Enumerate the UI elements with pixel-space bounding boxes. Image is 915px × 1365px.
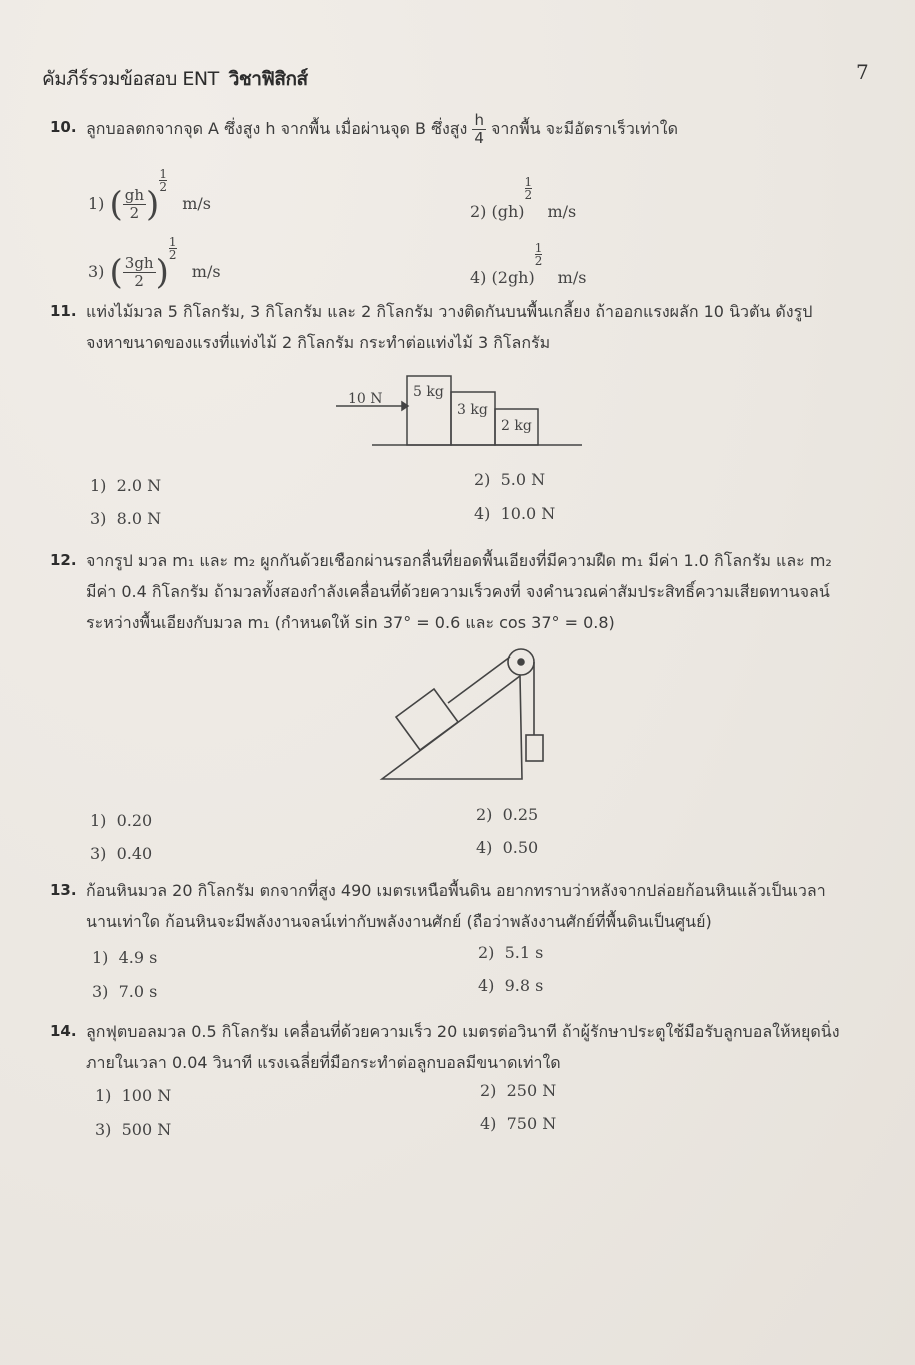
mass-m2 [526, 735, 543, 761]
option-2[interactable] [480, 1081, 556, 1100]
blocks-figure [330, 370, 590, 452]
exp-den: 2 [534, 254, 543, 268]
exp-num: 1 [159, 167, 167, 181]
option-4[interactable] [480, 1114, 556, 1133]
option-1[interactable] [95, 1086, 171, 1105]
exp-num: 1 [168, 235, 177, 249]
option-base: (gh) [491, 202, 525, 221]
unit: m/s [557, 268, 587, 287]
option-4[interactable] [474, 504, 555, 523]
question-line: มีค่า 0.4 กิโลกรัม ถ้ามวลทั้งสองกำลังเคลื่อนที่ด้วยความเร็วคงที่ จงคำนวณค่าสัมประสิทธิ์ความเสียดทานจลน์ [86, 582, 830, 601]
question-line: ภายในเวลา 0.04 วินาที แรงเฉลี่ยที่มือกระทำต่อลูกบอลมีขนาดเท่าใด [86, 1053, 561, 1072]
book-title: คัมภีร์รวมข้อสอบ ENT [42, 68, 219, 90]
option-label: 2) [476, 805, 493, 824]
option-4[interactable] [476, 838, 538, 857]
option-3[interactable] [90, 844, 152, 863]
option-value: 9.8 s [504, 976, 544, 995]
fraction-h-over-4 [472, 112, 486, 147]
question-line: ก้อนหินมวล 20 กิโลกรัม ตกจากที่สูง 490 เมตรเหนือพื้นดิน อยากทราบว่าหลังจากปล่อยก้อนหินแล้วเป็นเวลา [86, 881, 826, 900]
option-value: 0.20 [116, 811, 153, 830]
option-4[interactable] [470, 242, 586, 287]
exp-den: 2 [168, 248, 177, 262]
option-value: 5.0 N [500, 470, 546, 489]
option-fraction [123, 187, 146, 222]
unit: m/s [547, 202, 577, 221]
question-text-part: จากพื้น จะมีอัตราเร็วเท่าใด [491, 119, 679, 138]
question-text [86, 875, 886, 937]
option-label: 2) [480, 1081, 497, 1100]
option-value: 0.25 [502, 805, 539, 824]
option-3[interactable] [92, 982, 157, 1001]
incline-pulley-figure [370, 640, 570, 790]
option-label: 3) [95, 1120, 112, 1139]
option-label: 2) [478, 943, 495, 962]
question-13 [50, 875, 886, 937]
question-text [86, 296, 886, 358]
exp-den: 2 [524, 188, 533, 202]
question-line: จากรูป มวล m₁ และ m₂ ผูกกันด้วยเชือกผ่านรอกลื่นที่ยอดพื้นเอียงที่มีความฝืด m₁ มีค่า 1.0 กิโลกรัม และ m₂ [86, 551, 832, 570]
option-label: 1) [88, 194, 105, 213]
option-label: 4) [476, 838, 493, 857]
option-value: 7.0 s [118, 982, 158, 1001]
option-value: 750 N [506, 1114, 557, 1133]
paren-open: ( [109, 184, 123, 225]
question-number: 11. [50, 302, 77, 320]
option-label: 2) [470, 202, 487, 221]
option-1[interactable] [88, 168, 211, 225]
question-line: ระหว่างพื้นเอียงกับมวล m₁ (กำหนดให้ sin 37° = 0.6 และ cos 37° = 0.8) [86, 613, 615, 632]
option-1[interactable] [90, 476, 161, 495]
pulley-axle [518, 659, 524, 665]
question-line: ลูกฟุตบอลมวล 0.5 กิโลกรัม เคลื่อนที่ด้วยความเร็ว 20 เมตรต่อวินาที ถ้าผู้รักษาประตูใช้มือรับลูกบอลให้หยุดนิ่ง [86, 1022, 840, 1041]
question-line: แท่งไม้มวล 5 กิโลกรัม, 3 กิโลกรัม และ 2 กิโลกรัม วางติดกันบนพื้นเกลี้ยง ถ้าออกแรงผลัก 10 นิวตัน ดังรูป [86, 302, 813, 321]
unit: m/s [182, 194, 211, 213]
option-label: 1) [92, 948, 109, 967]
block-label: 3 kg [457, 402, 488, 418]
option-label: 3) [88, 262, 105, 281]
question-number: 12. [50, 551, 77, 569]
option-3[interactable] [95, 1120, 171, 1139]
block-3kg [451, 392, 495, 445]
exp-den: 2 [159, 180, 167, 194]
question-line: จงหาขนาดของแรงที่แท่งไม้ 2 กิโลกรัม กระทำต่อแท่งไม้ 3 กิโลกรัม [86, 333, 551, 352]
option-value: 5.1 s [504, 943, 544, 962]
exp-num: 1 [534, 241, 543, 255]
exponent-half [159, 168, 167, 193]
question-12 [50, 545, 886, 638]
frac-num: gh [124, 186, 145, 204]
running-header [42, 64, 308, 94]
option-2[interactable] [474, 470, 545, 489]
option-value: 10.0 N [500, 504, 556, 523]
option-value: 8.0 N [116, 509, 162, 528]
option-3[interactable] [90, 509, 161, 528]
block-label: 2 kg [501, 418, 532, 434]
option-value: 0.40 [116, 844, 153, 863]
option-label: 4) [478, 976, 495, 995]
question-text [86, 1016, 886, 1078]
question-number: 14. [50, 1022, 77, 1040]
frac-den: 2 [129, 204, 140, 222]
option-1[interactable] [92, 948, 157, 967]
unit: m/s [191, 262, 221, 281]
option-label: 1) [90, 476, 107, 495]
option-value: 2.0 N [116, 476, 162, 495]
subject-label: วิชาฟิสิกส์ [228, 68, 308, 90]
option-label: 3) [90, 844, 107, 863]
exponent-half [169, 236, 177, 261]
question-number: 10. [50, 118, 77, 136]
block-label: 5 kg [413, 384, 444, 400]
option-2[interactable] [470, 176, 576, 221]
exp-num: 1 [524, 175, 533, 189]
option-2[interactable] [478, 943, 543, 962]
question-number: 13. [50, 881, 77, 899]
option-2[interactable] [476, 805, 538, 824]
exponent-half [525, 176, 533, 201]
question-14 [50, 1016, 886, 1078]
paren-close: ) [155, 252, 169, 293]
frac-den: 4 [474, 129, 484, 147]
option-label: 4) [480, 1114, 497, 1133]
option-label: 4) [470, 268, 487, 287]
option-value: 250 N [506, 1081, 557, 1100]
option-3[interactable] [88, 236, 221, 293]
question-text [86, 545, 886, 638]
frac-den: 2 [134, 272, 144, 290]
force-label: 10 N [348, 391, 383, 407]
rope-incline [448, 657, 510, 703]
option-label: 2) [474, 470, 491, 489]
option-label: 3) [90, 509, 107, 528]
question-10 [50, 112, 886, 147]
option-label: 3) [92, 982, 109, 1001]
option-value: 0.50 [502, 838, 539, 857]
frac-num: h [474, 111, 484, 129]
option-base: (2gh) [491, 268, 535, 287]
option-fraction [123, 255, 156, 290]
option-1[interactable] [90, 811, 152, 830]
option-value: 500 N [121, 1120, 172, 1139]
mass-m1 [396, 689, 458, 750]
question-line: นานเท่าใด ก้อนหินจะมีพลังงานจลน์เท่ากับพลังงานศักย์ (ถือว่าพลังงานศักย์ที่พื้นดินเป็นศูนย์) [86, 912, 712, 931]
question-text [86, 112, 886, 147]
option-label: 1) [95, 1086, 112, 1105]
option-4[interactable] [478, 976, 543, 995]
option-value: 4.9 s [118, 948, 158, 967]
option-label: 1) [90, 811, 107, 830]
option-value: 100 N [121, 1086, 172, 1105]
question-text-part: ลูกบอลตกจากจุด A ซึ่งสูง h จากพื้น เมื่อผ่านจุด B ซึ่งสูง [86, 119, 468, 138]
exponent-half [535, 242, 543, 267]
option-label: 4) [474, 504, 491, 523]
page-number: 7 [856, 60, 869, 84]
paren-close: ) [146, 184, 160, 225]
paren-open: ( [109, 252, 123, 293]
question-11 [50, 296, 886, 358]
frac-num: 3gh [124, 254, 154, 272]
